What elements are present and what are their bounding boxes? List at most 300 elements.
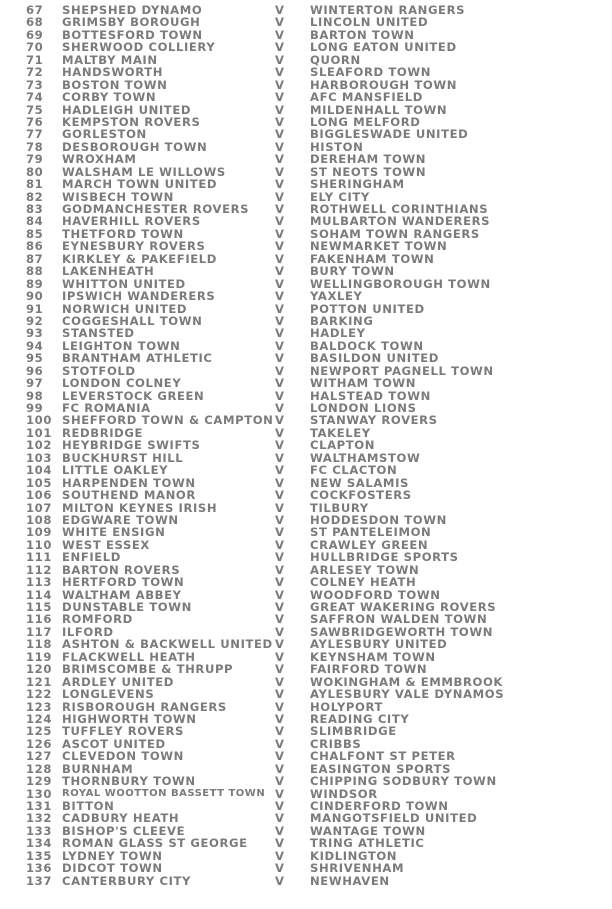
- versus-separator: V: [275, 761, 285, 776]
- match-number: 116: [26, 612, 53, 627]
- match-number: 131: [26, 799, 53, 813]
- away-team: HADLEY: [310, 326, 366, 341]
- versus-separator: V: [275, 612, 285, 627]
- away-team: FC CLACTON: [310, 463, 398, 478]
- versus-separator: V: [275, 488, 285, 503]
- versus-separator: V: [275, 52, 285, 67]
- match-number: 69: [26, 27, 44, 42]
- match-number: 68: [26, 15, 44, 30]
- match-number: 94: [26, 338, 44, 353]
- home-team: COGGESHALL TOWN: [62, 313, 203, 328]
- versus-separator: V: [275, 724, 285, 739]
- home-team: LONDON COLNEY: [62, 376, 182, 391]
- home-team: ROMFORD: [62, 612, 133, 627]
- home-team: WEST ESSEX: [62, 537, 150, 552]
- fixture-row: [0, 812, 612, 824]
- versus-separator: V: [275, 401, 285, 415]
- match-number: 88: [26, 264, 44, 279]
- versus-separator: V: [275, 873, 285, 888]
- versus-separator: V: [275, 450, 285, 465]
- home-team: HARPENDEN TOWN: [62, 475, 196, 490]
- match-number: 108: [26, 512, 53, 527]
- home-team: SHERWOOD COLLIERY: [62, 40, 216, 55]
- fixture-row: [0, 16, 612, 28]
- match-number: 114: [26, 587, 53, 602]
- match-number: 83: [26, 202, 44, 216]
- away-team: BASILDON UNITED: [310, 351, 439, 366]
- match-number: 123: [26, 699, 53, 714]
- versus-separator: V: [275, 27, 285, 42]
- versus-separator: V: [275, 736, 285, 751]
- home-team: FLACKWELL HEATH: [62, 649, 196, 664]
- home-team: WALSHAM LE WILLOWS: [62, 164, 226, 179]
- home-team: WALTHAM ABBEY: [62, 587, 182, 602]
- match-number: 126: [26, 736, 53, 751]
- away-team: CRAWLEY GREEN: [310, 537, 429, 552]
- away-team: AFC MANSFIELD: [310, 90, 423, 105]
- match-number: 128: [26, 761, 53, 776]
- versus-separator: V: [275, 301, 285, 316]
- match-number: 89: [26, 276, 44, 291]
- versus-separator: V: [275, 77, 285, 92]
- match-number: 84: [26, 214, 44, 229]
- match-number: 130: [26, 786, 53, 801]
- versus-separator: V: [275, 15, 285, 30]
- away-team: NEWMARKET TOWN: [310, 239, 448, 254]
- home-team: DIDCOT TOWN: [62, 861, 163, 876]
- match-number: 132: [26, 811, 53, 826]
- away-team: SLEAFORD TOWN: [310, 65, 432, 80]
- match-number: 96: [26, 363, 44, 378]
- match-number: 107: [26, 500, 53, 515]
- away-team: WALTHAMSTOW: [310, 450, 421, 465]
- match-number: 121: [26, 674, 53, 689]
- fixture-row: [0, 576, 612, 588]
- versus-separator: V: [275, 562, 285, 577]
- away-team: GREAT WAKERING ROVERS: [310, 600, 497, 614]
- home-team: BITTON: [62, 799, 115, 813]
- match-number: 103: [26, 450, 53, 465]
- match-number: 72: [26, 65, 44, 80]
- home-team: HIGHWORTH TOWN: [62, 711, 197, 726]
- away-team: BALDOCK TOWN: [310, 338, 424, 353]
- away-team: MANGOTSFIELD UNITED: [310, 811, 478, 826]
- away-team: LONG EATON UNITED: [310, 40, 457, 55]
- fixture-list: [0, 4, 612, 887]
- fixture-row: [0, 178, 612, 190]
- home-team: STANSTED: [62, 326, 135, 341]
- away-team: YAXLEY: [310, 289, 363, 304]
- away-team: HOLYPORT: [310, 699, 384, 714]
- versus-separator: V: [275, 674, 285, 689]
- home-team: GORLESTON: [62, 127, 147, 142]
- match-number: 70: [26, 40, 44, 55]
- away-team: KEYNSHAM TOWN: [310, 649, 436, 664]
- fixture-row: [0, 775, 612, 787]
- versus-separator: V: [275, 861, 285, 876]
- home-team: THORNBURY TOWN: [62, 774, 196, 789]
- versus-separator: V: [275, 338, 285, 353]
- home-team: KIRKLEY & PAKEFIELD: [62, 251, 217, 266]
- away-team: EASINGTON SPORTS: [310, 761, 452, 776]
- away-team: CHIPPING SODBURY TOWN: [310, 774, 497, 789]
- home-team: SOUTHEND MANOR: [62, 488, 196, 503]
- versus-separator: V: [275, 550, 285, 565]
- away-team: HULLBRIDGE SPORTS: [310, 550, 459, 565]
- away-team: WOODFORD TOWN: [310, 587, 441, 602]
- away-team: ELY CITY: [310, 189, 370, 204]
- versus-separator: V: [275, 226, 285, 241]
- match-number: 137: [26, 873, 53, 888]
- versus-separator: V: [275, 313, 285, 328]
- away-team: SAFFRON WALDEN TOWN: [310, 612, 488, 627]
- match-number: 125: [26, 724, 53, 739]
- home-team: IPSWICH WANDERERS: [62, 289, 216, 304]
- match-number: 109: [26, 525, 53, 540]
- match-number: 78: [26, 139, 44, 154]
- home-team: WHITE ENSIGN: [62, 525, 166, 540]
- away-team: WINDSOR: [310, 786, 378, 801]
- fixture-row: [0, 526, 612, 538]
- home-team: CORBY TOWN: [62, 90, 157, 105]
- fixture-row: [0, 613, 612, 625]
- match-number: 86: [26, 239, 44, 254]
- home-team: CLEVEDON TOWN: [62, 749, 184, 764]
- away-team: POTTON UNITED: [310, 301, 425, 316]
- home-team: RISBOROUGH RANGERS: [62, 699, 227, 714]
- home-team: LEIGHTON TOWN: [62, 338, 181, 353]
- fixture-row: [0, 725, 612, 737]
- away-team: NEWPORT PAGNELL TOWN: [310, 363, 494, 378]
- home-team: ENFIELD: [62, 550, 121, 565]
- match-number: 117: [26, 624, 53, 639]
- home-team: WHITTON UNITED: [62, 276, 186, 291]
- home-team: BISHOP'S CLEEVE: [62, 823, 186, 838]
- match-number: 111: [26, 550, 53, 565]
- versus-separator: V: [275, 202, 285, 216]
- away-team: FAIRFORD TOWN: [310, 662, 428, 677]
- versus-separator: V: [275, 177, 285, 192]
- fixture-row: [0, 414, 612, 426]
- match-number: 110: [26, 537, 53, 552]
- versus-separator: V: [275, 711, 285, 726]
- away-team: QUORN: [310, 52, 361, 67]
- fixture-row: [0, 837, 612, 849]
- match-number: 135: [26, 848, 53, 863]
- fixture-row: [0, 215, 612, 227]
- match-number: 80: [26, 164, 44, 179]
- fixture-row: [0, 688, 612, 700]
- versus-separator: V: [275, 139, 285, 154]
- versus-separator: V: [275, 774, 285, 789]
- home-team: BOSTON TOWN: [62, 77, 168, 92]
- match-number: 99: [26, 401, 44, 415]
- away-team: STANWAY ROVERS: [310, 413, 438, 428]
- away-team: BARKING: [310, 313, 374, 328]
- fixture-row: [0, 638, 612, 650]
- match-number: 92: [26, 313, 44, 328]
- match-number: 67: [26, 3, 44, 17]
- match-number: 98: [26, 388, 44, 403]
- versus-separator: V: [275, 786, 285, 801]
- versus-separator: V: [275, 214, 285, 229]
- versus-separator: V: [275, 438, 285, 453]
- away-team: CRIBBS: [310, 736, 362, 751]
- away-team: CLAPTON: [310, 438, 376, 453]
- home-team: REDBRIDGE: [62, 425, 144, 440]
- match-number: 133: [26, 823, 53, 838]
- fixture-row: [0, 327, 612, 339]
- versus-separator: V: [275, 102, 285, 117]
- away-team: NEWHAVEN: [310, 873, 390, 888]
- match-number: 127: [26, 749, 53, 764]
- match-number: 91: [26, 301, 44, 316]
- match-number: 76: [26, 114, 44, 129]
- away-team: BIGGLESWADE UNITED: [310, 127, 469, 142]
- away-team: WOKINGHAM & EMMBROOK: [310, 674, 504, 689]
- away-team: HISTON: [310, 139, 364, 154]
- match-number: 93: [26, 326, 44, 341]
- away-team: HARBOROUGH TOWN: [310, 77, 458, 92]
- versus-separator: V: [275, 537, 285, 552]
- versus-separator: V: [275, 264, 285, 279]
- away-team: ARLESEY TOWN: [310, 562, 420, 577]
- away-team: LONG MELFORD: [310, 114, 421, 129]
- fixture-row: [0, 41, 612, 53]
- match-number: 85: [26, 226, 44, 241]
- versus-separator: V: [275, 687, 285, 702]
- away-team: READING CITY: [310, 711, 410, 726]
- home-team: MALTBY MAIN: [62, 52, 158, 67]
- versus-separator: V: [275, 637, 285, 652]
- home-team: BARTON ROVERS: [62, 562, 181, 577]
- home-team: KEMPSTON ROVERS: [62, 114, 201, 129]
- match-number: 134: [26, 836, 53, 851]
- match-number: 106: [26, 488, 53, 503]
- fixture-row: [0, 153, 612, 165]
- match-number: 102: [26, 438, 53, 453]
- home-team: LAKENHEATH: [62, 264, 155, 279]
- match-number: 101: [26, 425, 53, 440]
- fixture-row: [0, 66, 612, 78]
- home-team: TUFFLEY ROVERS: [62, 724, 184, 739]
- match-number: 104: [26, 463, 53, 478]
- versus-separator: V: [275, 749, 285, 764]
- away-team: WANTAGE TOWN: [310, 823, 426, 838]
- match-number: 100: [26, 413, 53, 428]
- versus-separator: V: [275, 376, 285, 391]
- versus-separator: V: [275, 276, 285, 291]
- match-number: 82: [26, 189, 44, 204]
- match-number: 129: [26, 774, 53, 789]
- versus-separator: V: [275, 289, 285, 304]
- away-team: WINTERTON RANGERS: [310, 3, 466, 17]
- versus-separator: V: [275, 836, 285, 851]
- versus-separator: V: [275, 811, 285, 826]
- away-team: AYLESBURY VALE DYNAMOS: [310, 687, 505, 702]
- versus-separator: V: [275, 475, 285, 490]
- away-team: AYLESBURY UNITED: [310, 637, 448, 652]
- away-team: KIDLINGTON: [310, 848, 398, 863]
- fixture-row: [0, 551, 612, 563]
- versus-separator: V: [275, 189, 285, 204]
- home-team: MARCH TOWN UNITED: [62, 177, 218, 192]
- match-number: 112: [26, 562, 53, 577]
- versus-separator: V: [275, 90, 285, 105]
- versus-separator: V: [275, 525, 285, 540]
- fixture-row: [0, 439, 612, 451]
- home-team: STOTFOLD: [62, 363, 136, 378]
- fixture-row: [0, 663, 612, 675]
- home-team: BOTTESFORD TOWN: [62, 27, 203, 42]
- home-team: ARDLEY UNITED: [62, 674, 174, 689]
- versus-separator: V: [275, 239, 285, 254]
- match-number: 97: [26, 376, 44, 391]
- match-number: 113: [26, 575, 53, 590]
- home-team: HERTFORD TOWN: [62, 575, 185, 590]
- home-team: LONGLEVENS: [62, 687, 155, 702]
- versus-separator: V: [275, 114, 285, 129]
- away-team: TRING ATHLETIC: [310, 836, 425, 851]
- match-number: 75: [26, 102, 44, 117]
- versus-separator: V: [275, 662, 285, 677]
- home-team: ASCOT UNITED: [62, 736, 166, 751]
- away-team: WITHAM TOWN: [310, 376, 417, 391]
- home-team: LYDNEY TOWN: [62, 848, 163, 863]
- match-number: 95: [26, 351, 44, 366]
- home-team: GRIMSBY BOROUGH: [62, 15, 201, 30]
- home-team: NORWICH UNITED: [62, 301, 188, 316]
- home-team: WROXHAM: [62, 152, 137, 167]
- away-team: BARTON TOWN: [310, 27, 415, 42]
- home-team: ROYAL WOOTTON BASSETT TOWN: [62, 787, 266, 799]
- versus-separator: V: [275, 40, 285, 55]
- home-team: BURNHAM: [62, 761, 134, 776]
- home-team: BRANTHAM ATHLETIC: [62, 351, 213, 366]
- away-team: FAKENHAM TOWN: [310, 251, 435, 266]
- home-team: HEYBRIDGE SWIFTS: [62, 438, 201, 453]
- match-number: 71: [26, 52, 44, 67]
- versus-separator: V: [275, 127, 285, 142]
- away-team: SHRIVENHAM: [310, 861, 405, 876]
- away-team: NEW SALAMIS: [310, 475, 409, 490]
- away-team: ST NEOTS TOWN: [310, 164, 427, 179]
- versus-separator: V: [275, 463, 285, 478]
- home-team: ILFORD: [62, 624, 114, 639]
- home-team: EYNESBURY ROVERS: [62, 239, 206, 254]
- home-team: THETFORD TOWN: [62, 226, 184, 241]
- home-team: ASHTON & BACKWELL UNITED: [62, 637, 273, 652]
- away-team: SAWBRIDGEWORTH TOWN: [310, 624, 494, 639]
- match-number: 119: [26, 649, 53, 664]
- home-team: LEVERSTOCK GREEN: [62, 388, 205, 403]
- fixture-row: [0, 290, 612, 302]
- match-number: 74: [26, 90, 44, 105]
- away-team: LINCOLN UNITED: [310, 15, 429, 30]
- away-team: SLIMBRIDGE: [310, 724, 397, 739]
- home-team: SHEFFORD TOWN & CAMPTON: [62, 413, 274, 428]
- home-team: EDGWARE TOWN: [62, 512, 179, 527]
- home-team: GODMANCHESTER ROVERS: [62, 202, 250, 216]
- away-team: BURY TOWN: [310, 264, 395, 279]
- fixture-row: [0, 91, 612, 103]
- versus-separator: V: [275, 363, 285, 378]
- away-team: LONDON LIONS: [310, 401, 417, 415]
- fixture-row: [0, 240, 612, 252]
- match-number: 73: [26, 77, 44, 92]
- versus-separator: V: [275, 152, 285, 167]
- away-team: HALSTEAD TOWN: [310, 388, 431, 403]
- away-team: MILDENHALL TOWN: [310, 102, 448, 117]
- fixture-row: [0, 750, 612, 762]
- versus-separator: V: [275, 388, 285, 403]
- versus-separator: V: [275, 413, 285, 428]
- versus-separator: V: [275, 512, 285, 527]
- match-number: 81: [26, 177, 44, 192]
- versus-separator: V: [275, 699, 285, 714]
- away-team: ST PANTELEIMON: [310, 525, 432, 540]
- match-number: 77: [26, 127, 44, 142]
- versus-separator: V: [275, 848, 285, 863]
- home-team: SHEPSHED DYNAMO: [62, 3, 203, 17]
- fixture-row: [0, 377, 612, 389]
- away-team: HODDESDON TOWN: [310, 512, 447, 527]
- home-team: HANDSWORTH: [62, 65, 164, 80]
- home-team: FC ROMANIA: [62, 401, 151, 415]
- fixture-row: [0, 489, 612, 501]
- match-number: 115: [26, 600, 53, 614]
- versus-separator: V: [275, 65, 285, 80]
- home-team: HADLEIGH UNITED: [62, 102, 192, 117]
- versus-separator: V: [275, 575, 285, 590]
- versus-separator: V: [275, 624, 285, 639]
- versus-separator: V: [275, 326, 285, 341]
- fixture-row: [0, 464, 612, 476]
- away-team: TAKELEY: [310, 425, 371, 440]
- fixture-row: [0, 352, 612, 364]
- home-team: ROMAN GLASS ST GEORGE: [62, 836, 248, 851]
- versus-separator: V: [275, 251, 285, 266]
- match-number: 87: [26, 251, 44, 266]
- fixture-row: [0, 862, 612, 874]
- away-team: COLNEY HEATH: [310, 575, 417, 590]
- versus-separator: V: [275, 500, 285, 515]
- away-team: SOHAM TOWN RANGERS: [310, 226, 480, 241]
- match-number: 118: [26, 637, 53, 652]
- away-team: WELLINGBOROUGH TOWN: [310, 276, 491, 291]
- away-team: SHERINGHAM: [310, 177, 405, 192]
- versus-separator: V: [275, 351, 285, 366]
- match-number: 120: [26, 662, 53, 677]
- fixture-row: [0, 265, 612, 277]
- versus-separator: V: [275, 164, 285, 179]
- away-team: DEREHAM TOWN: [310, 152, 427, 167]
- fixture-row: [0, 128, 612, 140]
- away-team: TILBURY: [310, 500, 369, 515]
- home-team: MILTON KEYNES IRISH: [62, 500, 218, 515]
- home-team: LITTLE OAKLEY: [62, 463, 169, 478]
- fixture-row: [0, 875, 612, 887]
- home-team: HAVERHILL ROVERS: [62, 214, 201, 229]
- home-team: DUNSTABLE TOWN: [62, 600, 192, 614]
- away-team: MULBARTON WANDERERS: [310, 214, 491, 229]
- versus-separator: V: [275, 649, 285, 664]
- home-team: WISBECH TOWN: [62, 189, 174, 204]
- versus-separator: V: [275, 600, 285, 614]
- home-team: CADBURY HEATH: [62, 811, 180, 826]
- away-team: ROTHWELL CORINTHIANS: [310, 202, 489, 216]
- away-team: CHALFONT ST PETER: [310, 749, 456, 764]
